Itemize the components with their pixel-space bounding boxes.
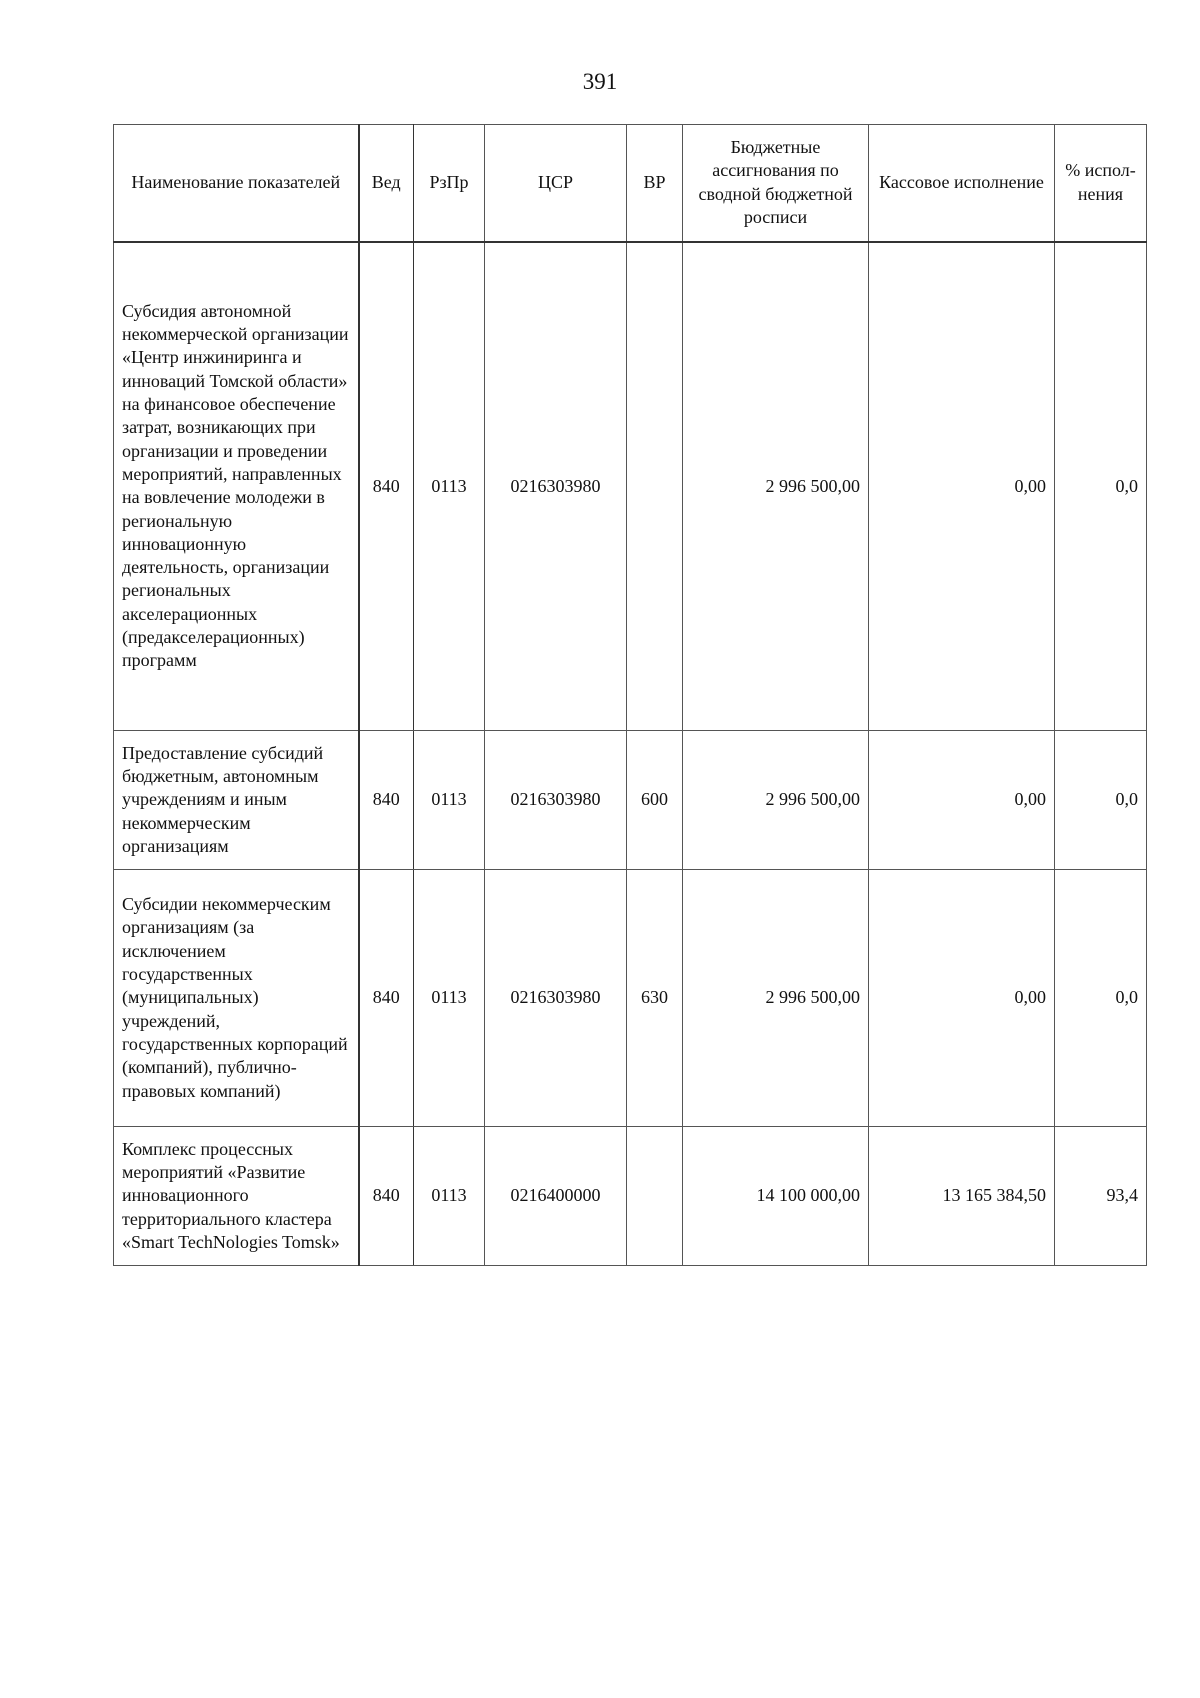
- row-percent: 0,0: [1055, 242, 1147, 731]
- row-vr: 630: [627, 870, 683, 1127]
- row-ved: 840: [359, 1127, 414, 1266]
- row-name: Предоставление субсидий бюджетным, автономным учреждениям и иным некоммерческим организациям: [114, 731, 359, 870]
- row-rzpr: 0113: [414, 1127, 485, 1266]
- page-number: 391: [582, 69, 618, 94]
- row-name: Субсидии некоммерческим организациям (за исключением государственных (муниципальных) учреждений, государственных корпораций (компаний), публично-правовых компаний): [114, 870, 359, 1127]
- table-header-row: [114, 125, 1147, 242]
- row-ved: 840: [359, 870, 414, 1127]
- row-ved: 840: [359, 242, 414, 731]
- header-rzpr: РзПр: [414, 125, 485, 242]
- row-vr: 600: [627, 731, 683, 870]
- header-name: Наименование показателей: [114, 125, 359, 242]
- row-name: Субсидия автономной некоммерческой организации «Центр инжиниринга и инноваций Томской области» на финансовое обеспечение затрат, возникающих при организации и проведении мероприятий, направленных на вовлечение молодежи в региональную инновационную деятельность, организации региональных акселерационных (предакселерационных) программ: [114, 242, 359, 731]
- row-rzpr: 0113: [414, 870, 485, 1127]
- row-ved: 840: [359, 731, 414, 870]
- row-assignments: 2 996 500,00: [683, 731, 869, 870]
- row-csr: 0216303980: [485, 242, 627, 731]
- row-csr: 0216303980: [485, 731, 627, 870]
- table-row: [114, 1127, 1147, 1266]
- row-rzpr: 0113: [414, 242, 485, 731]
- row-rzpr: 0113: [414, 731, 485, 870]
- row-cash: 0,00: [869, 731, 1055, 870]
- header-assignments: Бюджетные ассигнования по сводной бюджетной росписи: [683, 125, 869, 242]
- row-cash: 0,00: [869, 870, 1055, 1127]
- table-row: [114, 242, 1147, 731]
- header-cash: Кассовое исполнение: [869, 125, 1055, 242]
- header-vr: ВР: [627, 125, 683, 242]
- row-name: Комплекс процессных мероприятий «Развитие инновационного территориального кластера «Smart TechNologies Tomsk»: [114, 1127, 359, 1266]
- header-percent: % испол-нения: [1055, 125, 1147, 242]
- row-csr: 0216400000: [485, 1127, 627, 1266]
- header-ved: Вед: [359, 125, 414, 242]
- row-vr: [627, 242, 683, 731]
- row-csr: 0216303980: [485, 870, 627, 1127]
- budget-execution-table: [113, 124, 1147, 1266]
- table-row: [114, 731, 1147, 870]
- row-vr: [627, 1127, 683, 1266]
- row-assignments: 2 996 500,00: [683, 242, 869, 731]
- row-assignments: 2 996 500,00: [683, 870, 869, 1127]
- row-assignments: 14 100 000,00: [683, 1127, 869, 1266]
- row-percent: 0,0: [1055, 870, 1147, 1127]
- header-csr: ЦСР: [485, 125, 627, 242]
- row-cash: 0,00: [869, 242, 1055, 731]
- row-cash: 13 165 384,50: [869, 1127, 1055, 1266]
- row-percent: 0,0: [1055, 731, 1147, 870]
- row-percent: 93,4: [1055, 1127, 1147, 1266]
- table-row: [114, 870, 1147, 1127]
